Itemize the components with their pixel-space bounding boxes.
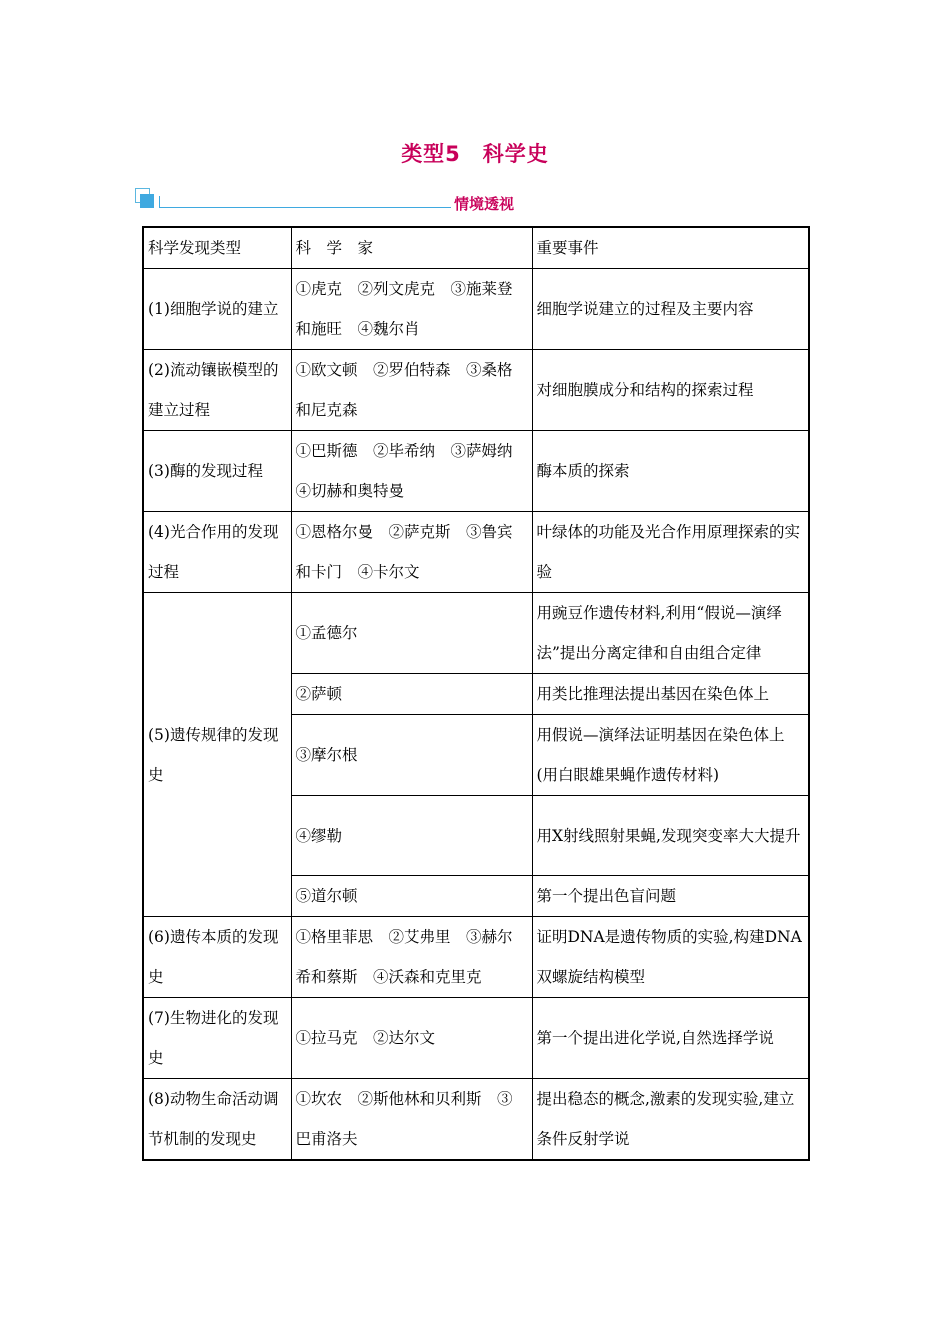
- cell-type: (1)细胞学说的建立: [143, 269, 291, 350]
- cell-event: 对细胞膜成分和结构的探索过程: [532, 350, 809, 431]
- science-history-table: [142, 226, 810, 1161]
- table-row: [143, 350, 809, 431]
- cell-event: 用类比推理法提出基因在染色体上: [532, 674, 809, 715]
- table-header-row: [143, 227, 809, 269]
- section-header: [135, 188, 535, 214]
- cell-scientists: ①坎农 ②斯他林和贝利斯 ③巴甫洛夫: [291, 1079, 532, 1161]
- cell-event: 提出稳态的概念,激素的发现实验,建立条件反射学说: [532, 1079, 809, 1161]
- cell-event: 用假说—演绎法证明基因在染色体上(用白眼雄果蝇作遗传材料): [532, 715, 809, 796]
- cell-scientists: ①孟德尔: [291, 593, 532, 674]
- cell-type: (3)酶的发现过程: [143, 431, 291, 512]
- cell-scientists: ①拉马克 ②达尔文: [291, 998, 532, 1079]
- section-divider-line: [159, 207, 451, 208]
- header-cell-event: 重要事件: [532, 227, 809, 269]
- cell-event: 用豌豆作遗传材料,利用“假说—演绎法”提出分离定律和自由组合定律: [532, 593, 809, 674]
- cell-type: (6)遗传本质的发现史: [143, 917, 291, 998]
- cell-scientists: ①虎克 ②列文虎克 ③施莱登和施旺 ④魏尔肖: [291, 269, 532, 350]
- cell-event: 第一个提出进化学说,自然选择学说: [532, 998, 809, 1079]
- cell-type: (8)动物生命活动调节机制的发现史: [143, 1079, 291, 1161]
- cell-scientists: ②萨顿: [291, 674, 532, 715]
- table-row: [143, 998, 809, 1079]
- cell-scientists: ①欧文顿 ②罗伯特森 ③桑格和尼克森: [291, 350, 532, 431]
- header-cell-type: 科学发现类型: [143, 227, 291, 269]
- table-row: [143, 917, 809, 998]
- cell-type-group: (5)遗传规律的发现史: [143, 593, 291, 917]
- cell-type: (4)光合作用的发现过程: [143, 512, 291, 593]
- cell-scientists: ①格里菲思 ②艾弗里 ③赫尔希和蔡斯 ④沃森和克里克: [291, 917, 532, 998]
- page-title: 类型5 科学史: [401, 142, 549, 166]
- cell-event: 酶本质的探索: [532, 431, 809, 512]
- cell-scientists: ①巴斯德 ②毕希纳 ③萨姆纳 ④切赫和奥特曼: [291, 431, 532, 512]
- cell-type: (2)流动镶嵌模型的建立过程: [143, 350, 291, 431]
- table-row: [143, 593, 809, 674]
- square-marker-fill: [140, 194, 154, 208]
- table-row: [143, 269, 809, 350]
- cell-event: 细胞学说建立的过程及主要内容: [532, 269, 809, 350]
- cell-event: 用X射线照射果蝇,发现突变率大大提升: [532, 796, 809, 876]
- cell-type: (7)生物进化的发现史: [143, 998, 291, 1079]
- cell-event: 叶绿体的功能及光合作用原理探索的实验: [532, 512, 809, 593]
- cell-event: 第一个提出色盲问题: [532, 876, 809, 917]
- table-row: [143, 1079, 809, 1161]
- table-row: [143, 431, 809, 512]
- section-label: 情境透视: [454, 195, 515, 213]
- cell-scientists: ③摩尔根: [291, 715, 532, 796]
- cell-scientists: ①恩格尔曼 ②萨克斯 ③鲁宾和卡门 ④卡尔文: [291, 512, 532, 593]
- table-row: [143, 512, 809, 593]
- cell-scientists: ⑤道尔顿: [291, 876, 532, 917]
- header-cell-scientists: 科 学 家: [291, 227, 532, 269]
- cell-event: 证明DNA是遗传物质的实验,构建DNA双螺旋结构模型: [532, 917, 809, 998]
- cell-scientists: ④缪勒: [291, 796, 532, 876]
